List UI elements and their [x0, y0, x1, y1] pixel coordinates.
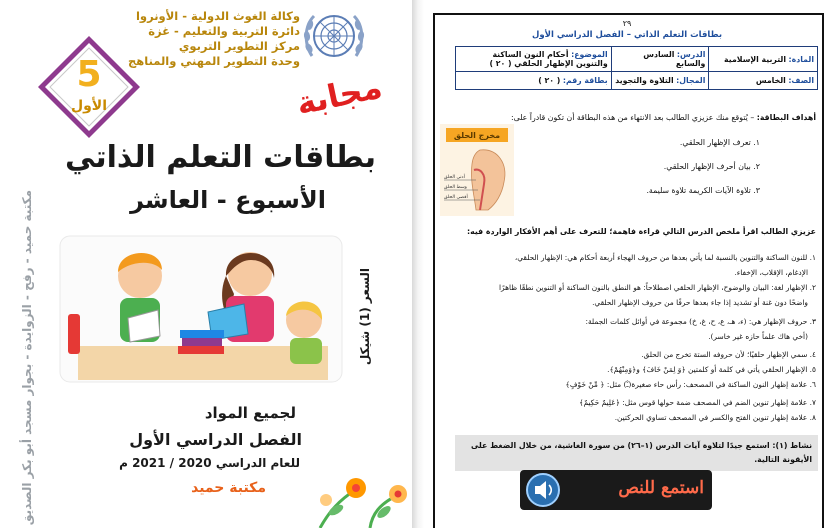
page-number: ٢٩: [622, 19, 632, 28]
header-separator: –: [626, 30, 631, 40]
lesson-intro: عزيزي الطالب اقرأ ملخص الدرس التالي قراءة فاهمة؛ للتعرف على أهم الأفكار الواردة فيه:: [467, 227, 816, 236]
unit-line: وحدة التطوير المهني والمناهج: [127, 54, 300, 68]
diagram-title: مخرج الحلق: [453, 131, 501, 140]
activity-text: نشاط (١): استمع جيدًا لتلاوة آيات الدرس (١–٢٦) من سورة الغاشية، من خلال الضغط على الأيقونة التالية.: [470, 441, 812, 464]
subject-cell: [709, 47, 818, 72]
diagram-label: أقصى الحلق: [444, 195, 468, 200]
flowers-decoration: [300, 470, 410, 528]
activity-box: [455, 435, 818, 471]
publisher-label: مكتبة حميد: [191, 480, 266, 496]
table-row: [456, 47, 818, 72]
summary-point: ٤. سمي الإظهار حلقيًا؛ لأن حروفه الستة تخرج من الحلق.: [641, 350, 816, 359]
lesson-card-page: [424, 0, 830, 528]
summary-point: ٨. علامة إظهار تنوين الفتح والكسر في المصحف تساوي الحركتين.: [614, 413, 816, 422]
bookstore-side-text: مكتبة حميد - رفح - الزوايدة - بجوار مسجد أبو بكر الصديق: [20, 190, 34, 526]
card-number-cell: [456, 72, 612, 90]
grade-number: 5: [76, 54, 102, 95]
center-line: مركز التطوير التربوي: [178, 39, 300, 53]
school-year-label: للعام الدراسي 2020 / 2021 م: [119, 456, 300, 470]
summary-point-continued: (أخي هاك علماً حازه غير خاسر).: [708, 332, 808, 341]
objectives-heading-bold: أهداف البطاقة:: [756, 113, 816, 122]
cover-week: الأسبوع - العاشر: [130, 186, 326, 214]
summary-point: ٦. علامة إظهار النون الساكنة في المصحف: رأس حاء صغيرة(ـْ) مثل: ﴿ مِّنْ خَوْفٍ﴾: [565, 380, 816, 389]
objectives-heading-rest: – يُتوقع منك عزيزي الطالب بعد الانتهاء من هذه البطاقة أن تكون قادراً على:: [510, 113, 757, 122]
throat-articulation-diagram: [440, 124, 514, 216]
lesson-key: الدرس:: [676, 50, 706, 59]
header-title: بطاقات التعلم الذاتي: [633, 30, 723, 40]
header-term: الفصل الدراسي الأول: [531, 30, 624, 40]
listen-label: استمع للنص: [618, 478, 704, 498]
lesson-cell: [611, 47, 709, 72]
topic-cell: [456, 47, 612, 72]
subject-key: المادة:: [788, 54, 814, 64]
subject-value: التربية الإسلامية: [724, 54, 787, 64]
table-row: [456, 72, 818, 90]
objective-item: ٢. بيان أحرف الإظهار الحلقي.: [663, 162, 760, 171]
lesson-info-table: [455, 46, 818, 90]
agency-line: وكالة الغوث الدولية - الأونروا: [135, 9, 300, 23]
speaker-icon: [525, 472, 561, 508]
answered-stamp: مجابة: [292, 67, 386, 123]
grade-term: الأول: [70, 98, 108, 114]
summary-point: ٢. الإظهار لغة: البيان والوضوح، الإظهار الحلقي اصطلاحاً: هو النطق بالنون الساكنة أو التنوين نطقًا ظاهرًا: [498, 283, 816, 292]
listen-audio-button[interactable]: [520, 470, 712, 510]
first-term-label: الفصل الدراسي الأول: [129, 430, 302, 449]
department-line: دائرة التربية والتعليم - غزة: [148, 24, 300, 38]
kids-reading-illustration: [58, 234, 344, 384]
summary-point-continued: الإدغام، الإقلاب، الإخفاء.: [734, 268, 808, 277]
diagram-label: وسط الحلق: [444, 185, 467, 190]
cover-title: بطاقات التعلم الذاتي: [65, 140, 376, 175]
summary-point-continued: واضحًا دون غنة أو تشديد إذا جاء بعدها حرفًا من حروف الإظهار الحلقي.: [592, 298, 808, 307]
page-divider: [412, 0, 424, 528]
card-number-value: ( ٢٠ ): [538, 76, 561, 85]
summary-point: ٥. الإظهار الحلقي يأتي في كلمة أو كلمتين ﴿وَ لِمَنْ خَافَ﴾ و﴿وَمِنْهُمْ﴾.: [607, 365, 816, 374]
cover-page: [0, 0, 412, 528]
diagram-label: أدنى الحلق: [444, 175, 465, 180]
summary-point: ١. للنون الساكنة والتنوين بالنسبة لما يأتي بعدها من حروف الهجاء أربعة أحكام هي: الإظهار الحلقي،: [514, 253, 816, 262]
grade-badge: [36, 34, 142, 140]
field-key: المجال:: [676, 76, 706, 85]
objective-item: ١. تعرف الإظهار الحلقي.: [679, 138, 760, 147]
field-value: التلاوة والتجويد: [615, 76, 674, 85]
grade-value: الخامس: [755, 76, 786, 85]
all-subjects-label: لجميع المواد: [204, 404, 296, 422]
topic-key: الموضوع:: [571, 50, 608, 59]
objective-item: ٣. تلاوة الآيات الكريمة تلاوة سليمة.: [646, 186, 760, 195]
objectives-heading: [511, 113, 816, 122]
summary-point: ٣. حروف الإظهار هي: (ء، هـ، ع، ح، غ، خ) مجموعة في أوائل كلمات الجملة:: [585, 317, 816, 326]
price-side-text: السعر (1) شيكل: [358, 268, 372, 366]
topic-value: أحكام النون الساكنة والتنوين الإظهار الحلقي ( ٢٠ ): [489, 50, 608, 68]
grade-key: الصف:: [788, 76, 814, 85]
card-number-key: بطاقة رقم:: [562, 76, 608, 85]
grade-cell: [709, 72, 818, 90]
field-cell: [611, 72, 709, 90]
lesson-value: السادس والسابع: [643, 50, 706, 68]
summary-point: ٧. علامة إظهار تنوين الضم في المصحف ضمة حولها قوس مثل: ﴿عَلِيمٌ حَكِيمٌ﴾: [579, 398, 816, 407]
running-header: [424, 30, 830, 40]
un-logo-icon: [302, 8, 366, 64]
